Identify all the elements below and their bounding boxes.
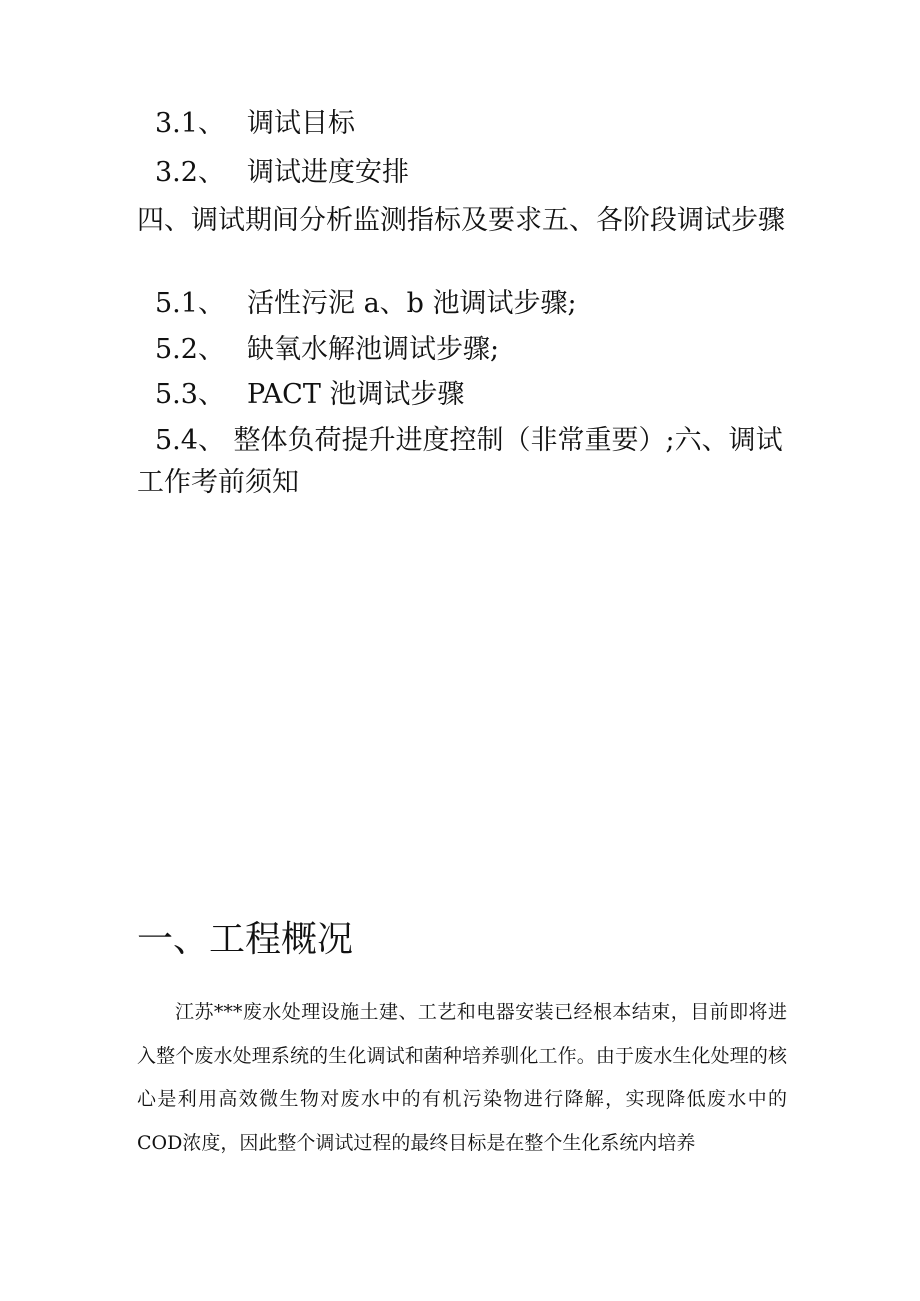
toc-item-3-1 xyxy=(155,103,355,145)
toc-title: 调试目标 xyxy=(247,108,355,139)
toc-title: 缺氧水解池调试步骤; xyxy=(247,334,500,365)
toc-title: 活性污泥 a、b 池调试步骤; xyxy=(247,288,577,319)
toc-line-4-5: 四、调试期间分析监测指标及要求五、各阶段调试步骤 xyxy=(137,205,785,236)
toc-number: 3.1、 xyxy=(155,108,225,139)
toc-item-3-2 xyxy=(155,152,409,194)
toc-number: 5.1、 xyxy=(155,288,225,319)
toc-item-5-3 xyxy=(155,374,464,416)
toc-item-5-2 xyxy=(155,329,499,371)
toc-number: 5.2、 xyxy=(155,334,225,365)
toc-title: PACT 池调试步骤 xyxy=(247,379,465,410)
section-title: 一、工程概况 xyxy=(137,919,354,960)
toc-title: 调试进度安排 xyxy=(247,157,409,188)
toc-number: 5.3、 xyxy=(155,379,225,410)
toc-line-5-4-6: 5.4、 整体负荷提升进度控制（非常重要）;六、调试工作考前须知 xyxy=(137,425,783,498)
toc-item-5-1 xyxy=(155,283,577,325)
body-paragraph: 江苏***废水处理设施土建、工艺和电器安装已经根本结束，目前即将进入整个废水处理系统的生化调试和菌种培养驯化工作。由于废水生化处理的核心是利用高效微生物对废水中的有机污染物进行降解，实现降低废水中的COD浓度，因此整个调试过程的最终目标是在整个生化系统内培养 xyxy=(137,1001,787,1154)
toc-number: 3.2、 xyxy=(155,157,225,188)
